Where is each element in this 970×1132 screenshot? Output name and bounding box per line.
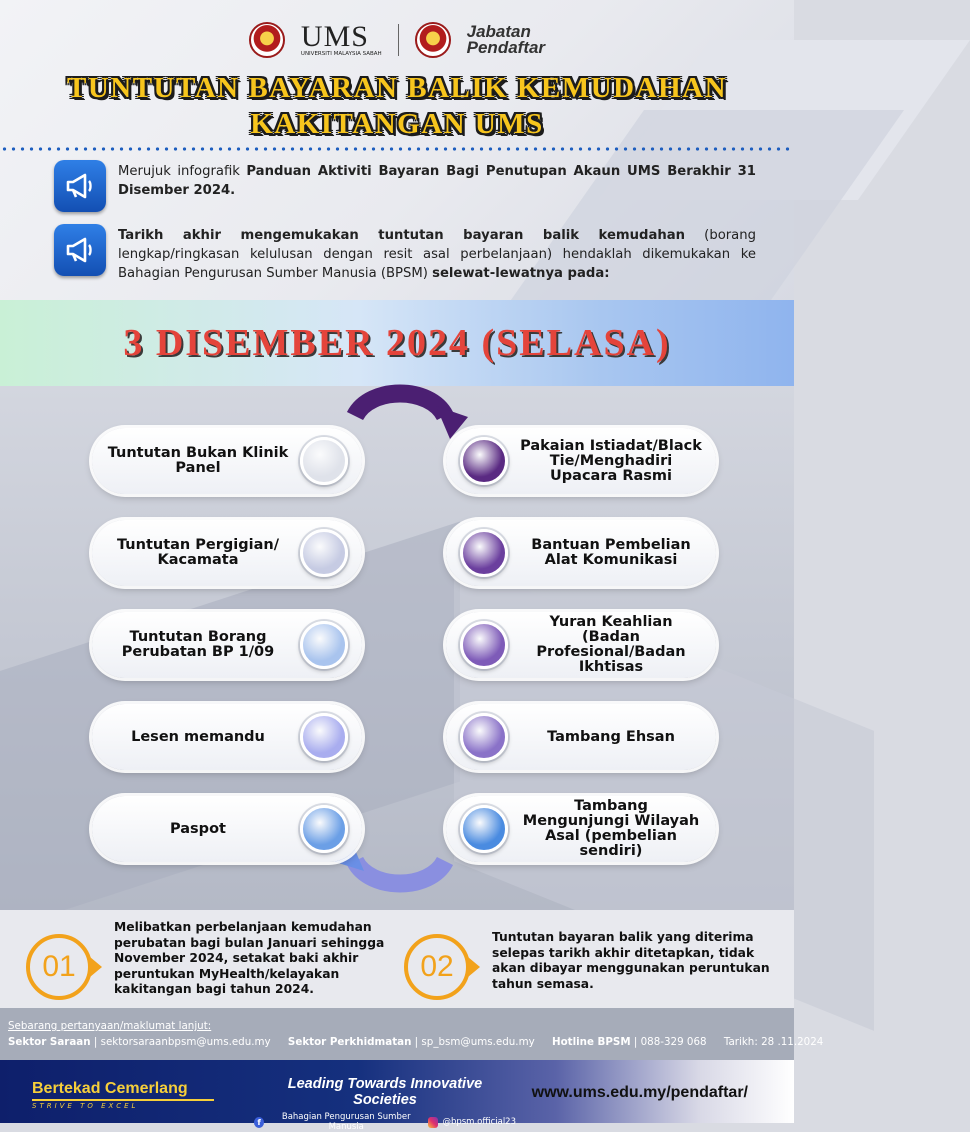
footer-center: [254, 1076, 516, 1132]
dotted-divider: [0, 147, 794, 151]
claim-item: Bantuan Pembelian Alat Komunikasi: [446, 520, 716, 586]
claim-item: Tuntutan Pergigian/ Kacamata: [92, 520, 362, 586]
claim-item: Tuntutan Borang Perubatan BP 1/09: [92, 612, 362, 678]
jabatan-crest-logo: [415, 22, 451, 58]
instagram-link[interactable]: @bpsm.official23: [442, 1117, 516, 1127]
claim-node: [300, 713, 348, 761]
ums-wordmark: UMS UNIVERSITI MALAYSIA SABAH: [300, 20, 382, 57]
claims-section: [0, 386, 794, 910]
logo-divider: [398, 24, 399, 56]
jabatan-pendaftar-wordmark: Jabatan Pendaftar: [466, 22, 546, 57]
title-line-2: KAKITANGAN UMS: [250, 108, 544, 140]
brand-slogan: Bertekad Cemerlang STRIVE TO EXCEL: [32, 1080, 214, 1110]
title-line-1: TUNTUTAN BAYARAN BALIK KEMUDAHAN: [66, 72, 728, 104]
megaphone-icon: [54, 160, 106, 212]
claim-item: Paspot: [92, 796, 362, 862]
hotline-number[interactable]: | 088-329 068: [630, 1036, 707, 1048]
deadline-date: 3 DISEMBER 2024 (SELASA): [123, 322, 671, 364]
claim-item: Tambang Mengunjungi Wilayah Asal (pembelian sendiri): [446, 796, 716, 862]
claim-node: [460, 437, 508, 485]
facebook-link[interactable]: Bahagian Pengurusan Sumber Manusia: [281, 1112, 411, 1132]
note-2: [404, 918, 782, 1000]
header-section: [0, 0, 794, 300]
page-title: [0, 70, 794, 142]
footer: [0, 1060, 794, 1132]
info-item-2: [54, 224, 756, 283]
claim-item: Yuran Keahlian (Badan Profesional/Badan Ikhtisas: [446, 612, 716, 678]
note-1: [26, 918, 394, 1000]
claim-item: Lesen memandu: [92, 704, 362, 770]
note-number-badge: 01: [26, 934, 92, 1000]
claim-node: [300, 529, 348, 577]
info-item-1: [54, 160, 756, 212]
social-links: [254, 1112, 516, 1132]
notes-section: [0, 910, 794, 1008]
instagram-icon: [428, 1117, 438, 1128]
website-link[interactable]: www.ums.edu.my/pendaftar/: [531, 1084, 748, 1101]
claim-node: [300, 621, 348, 669]
claim-node: [460, 805, 508, 853]
contact-bar: [0, 1008, 824, 1060]
megaphone-icon: [54, 224, 106, 276]
claim-node: [300, 437, 348, 485]
saraan-email-link[interactable]: | sektorsaraanbpsm@ums.edu.my: [90, 1036, 271, 1048]
tagline: Leading Towards Innovative Societies: [287, 1076, 483, 1108]
note-number-badge: 02: [404, 934, 470, 1000]
claim-item: Pakaian Istiadat/Black Tie/Menghadiri Upacara Rasmi: [446, 428, 716, 494]
claim-item: Tambang Ehsan: [446, 704, 716, 770]
publish-date: Tarikh: 28 .11.2024: [723, 1036, 824, 1048]
note-text: Tuntutan bayaran balik yang diterima selepas tarikh akhir ditetapkan, tidak akan dibayar menggunakan peruntukan tahun semasa.: [492, 930, 770, 991]
contact-line: Sektor Saraan | sektorsaraanbpsm@ums.edu.my Sektor Perkhidmatan | sp_bsm@ums.edu.my Hotline BPSM | 088-329 068 Tarikh: 28 .11.2024: [8, 1036, 824, 1048]
perkhidmatan-email-link[interactable]: | sp_bsm@ums.edu.my: [411, 1036, 535, 1048]
claim-item: Tuntutan Bukan Klinik Panel: [92, 428, 362, 494]
info-text-2: Tarikh akhir mengemukakan tuntutan bayaran balik kemudahan (borang lengkap/ringkasan kelulusan dengan resit asal perbelanjaan) hendaklah dikemukakan ke Bahagian Pengurusan Sumber Manusia (BPSM) selewat-lewatnya pada:: [118, 228, 756, 281]
ums-crest-logo: [249, 22, 285, 58]
claim-node: [300, 805, 348, 853]
contact-heading: Sebarang pertanyaan/maklumat lanjut:: [8, 1020, 212, 1032]
claim-node: [460, 621, 508, 669]
info-text-1: Merujuk infografik Panduan Aktiviti Bayaran Bagi Penutupan Akaun UMS Berakhir 31 Disember 2024.: [118, 164, 756, 198]
facebook-icon: f: [254, 1117, 264, 1128]
claim-node: [460, 713, 508, 761]
note-text: Melibatkan perbelanjaan kemudahan perubatan bagi bulan Januari sehingga November 2024, setakat baki akhir peruntukan MyHealth/kelayakan kakitangan bagi tahun 2024.: [114, 920, 385, 997]
logo-bar: [0, 18, 794, 62]
claim-node: [460, 529, 508, 577]
